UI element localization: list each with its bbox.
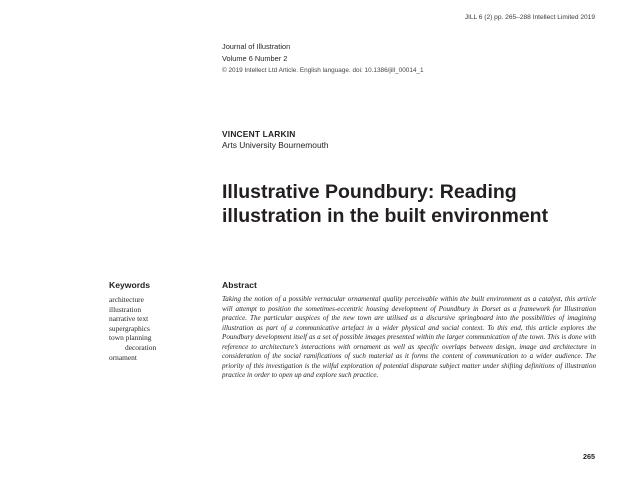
running-head: JILL 6 (2) pp. 265–288 Intellect Limited 2019: [464, 14, 595, 21]
keyword-item: decoration: [125, 342, 157, 352]
keyword-item: architecture: [109, 295, 144, 304]
keywords-section: [109, 280, 209, 362]
author-block: [222, 129, 329, 151]
author-affiliation: Arts University Bournemouth: [222, 140, 329, 150]
article-title-line-2: illustration in the built environment: [222, 205, 549, 227]
keywords-list: [109, 295, 209, 362]
keyword-item: ornament: [109, 352, 137, 362]
article-title: [222, 180, 622, 228]
abstract-text: Taking the notion of a possible vernacular ornamental quality perceivable within the built environment as a catalyst, this article will attempt to position the sometimes-eccentric housing development of Poundbury in Dorset as a framework for Illustration practice. The particular auspices of the new town are utilised as a discursive springboard into the possibilities of imagining illustration as part of a communicative artefact in a wider physical and social context. To this end, this article explores the Poundbury development itself as a set of possible images presented within the larger communication of the town. This is done with reference to architecture’s interactions with ornament as well as specific overlaps between design, image and architecture in consideration of the social ramifications of such material as it forms the content of communication to a wider audience. The priority of this investigation is the wilful exploration of potential disparate subject matter under shifting definitions of illustration practice in order to open up and explore such practice.: [222, 295, 596, 380]
abstract-heading: Abstract: [222, 280, 257, 290]
journal-name: Journal of Illustration: [222, 42, 291, 51]
journal-volume: Volume 6 Number 2: [222, 54, 288, 63]
abstract-section: [222, 280, 596, 381]
keyword-item: town planning: [109, 333, 152, 343]
page-number: 265: [583, 452, 595, 461]
keyword-item: supergraphics: [109, 323, 150, 333]
keyword-item: narrative text: [109, 314, 149, 324]
keywords-heading: Keywords: [109, 280, 151, 290]
journal-info: [222, 41, 424, 77]
author-name: VINCENT LARKIN: [222, 129, 296, 139]
article-title-line-1: Illustrative Poundbury: Reading: [222, 181, 517, 203]
keyword-item: illustration: [109, 304, 142, 314]
journal-copyright: © 2019 Intellect Ltd Article. English language. doi: 10.1386/jill_00014_1: [222, 67, 424, 74]
